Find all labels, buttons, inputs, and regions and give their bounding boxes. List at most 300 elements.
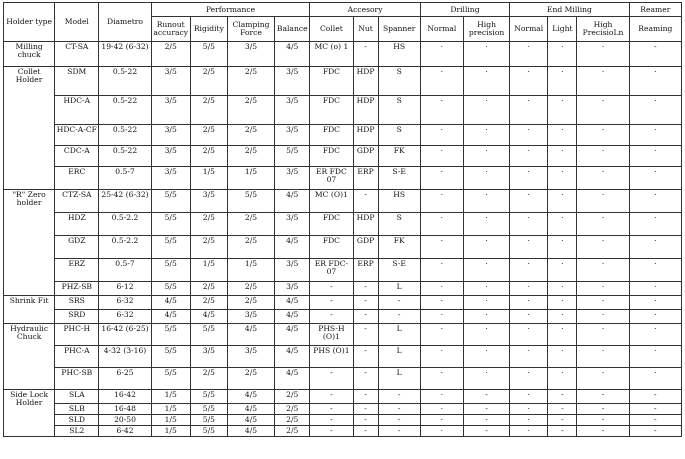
reaming-cell: - xyxy=(629,390,681,404)
holder-type-cell: Hydraulic Chuck xyxy=(4,324,55,390)
col-accesory: Accesory xyxy=(310,3,420,17)
reaming-cell: - xyxy=(629,426,681,437)
drill-normal-cell: · xyxy=(420,96,463,125)
rigidity-cell: 5/5 xyxy=(190,426,227,437)
spanner-cell: - xyxy=(378,415,420,426)
model-cell: HDC-A-CF xyxy=(55,125,99,146)
em-normal-cell: · xyxy=(510,190,548,213)
em-normal-cell: · xyxy=(510,259,548,282)
drill-high-cell: · xyxy=(463,346,509,368)
nut-cell: HDP xyxy=(353,96,378,125)
clamping-cell: 4/5 xyxy=(227,415,274,426)
reaming-cell: · xyxy=(629,67,681,96)
holder-comparison-table xyxy=(3,2,682,437)
nut-cell: GDP xyxy=(353,146,378,167)
nut-cell: - xyxy=(353,346,378,368)
runout-cell: 3/5 xyxy=(151,146,190,167)
em-high-cell: · xyxy=(577,125,629,146)
spanner-cell: S-E xyxy=(378,167,420,190)
drill-normal-cell: · xyxy=(420,368,463,390)
table-row xyxy=(4,404,682,415)
spanner-cell: HS xyxy=(378,42,420,67)
em-light-cell: - xyxy=(548,415,577,426)
nut-cell: HDP xyxy=(353,67,378,96)
col-em-light: Light xyxy=(548,17,577,42)
nut-cell: ERP xyxy=(353,167,378,190)
em-light-cell: - xyxy=(548,404,577,415)
drill-normal-cell: · xyxy=(420,146,463,167)
nut-cell: GDP xyxy=(353,236,378,259)
collet-cell: ER FDC-07 xyxy=(310,259,353,282)
reaming-cell: · xyxy=(629,146,681,167)
nut-cell: - xyxy=(353,310,378,324)
drill-normal-cell: · xyxy=(420,236,463,259)
model-cell: SDM xyxy=(55,67,99,96)
drill-high-cell: · xyxy=(463,42,509,67)
em-light-cell: - xyxy=(548,390,577,404)
clamping-cell: 4/5 xyxy=(227,426,274,437)
clamping-cell: 3/5 xyxy=(227,310,274,324)
runout-cell: 5/5 xyxy=(151,346,190,368)
em-normal-cell: · xyxy=(510,96,548,125)
table-row xyxy=(4,213,682,236)
col-collet: Collet xyxy=(310,17,353,42)
em-light-cell: · xyxy=(548,310,577,324)
em-normal-cell: · xyxy=(510,426,548,437)
balance-cell: 4/5 xyxy=(275,42,310,67)
reaming-cell: - xyxy=(629,42,681,67)
em-normal-cell: · xyxy=(510,368,548,390)
drill-high-cell: · xyxy=(463,310,509,324)
drill-normal-cell: · xyxy=(420,324,463,346)
rigidity-cell: 2/5 xyxy=(190,67,227,96)
nut-cell: - xyxy=(353,415,378,426)
diametro-cell: 0.5-22 xyxy=(99,146,151,167)
reaming-cell: · xyxy=(629,310,681,324)
em-normal-cell: · xyxy=(510,236,548,259)
rigidity-cell: 4/5 xyxy=(190,310,227,324)
reaming-cell: · xyxy=(629,236,681,259)
rigidity-cell: 5/5 xyxy=(190,415,227,426)
drill-normal-cell: · xyxy=(420,346,463,368)
clamping-cell: 2/5 xyxy=(227,282,274,296)
reaming-cell: · xyxy=(629,346,681,368)
diametro-cell: 0.5-2.2 xyxy=(99,236,151,259)
table-row xyxy=(4,236,682,259)
drill-normal-cell: · xyxy=(420,296,463,310)
rigidity-cell: 2/5 xyxy=(190,236,227,259)
col-drilling: Drilling xyxy=(420,3,509,17)
drill-high-cell: - xyxy=(463,390,509,404)
nut-cell: - xyxy=(353,190,378,213)
runout-cell: 5/5 xyxy=(151,368,190,390)
col-runout: Runout accuracy xyxy=(151,17,190,42)
rigidity-cell: 2/5 xyxy=(190,96,227,125)
balance-cell: 2/5 xyxy=(275,415,310,426)
col-nut: Nut xyxy=(353,17,378,42)
em-light-cell: · xyxy=(548,190,577,213)
diametro-cell: 0.5-2.2 xyxy=(99,213,151,236)
drill-high-cell: · xyxy=(463,96,509,125)
drill-normal-cell: · xyxy=(420,213,463,236)
em-high-cell: - xyxy=(577,415,629,426)
balance-cell: 4/5 xyxy=(275,296,310,310)
collet-cell: - xyxy=(310,368,353,390)
balance-cell: 3/5 xyxy=(275,259,310,282)
runout-cell: 5/5 xyxy=(151,236,190,259)
table-row xyxy=(4,125,682,146)
runout-cell: 1/5 xyxy=(151,404,190,415)
spanner-cell: S-E xyxy=(378,259,420,282)
em-light-cell: · xyxy=(548,146,577,167)
drill-high-cell: · xyxy=(463,125,509,146)
col-model: Model xyxy=(55,3,99,42)
model-cell: SLB xyxy=(55,404,99,415)
col-reaming: Reaming xyxy=(629,17,681,42)
model-cell: SRS xyxy=(55,296,99,310)
balance-cell: 4/5 xyxy=(275,346,310,368)
rigidity-cell: 2/5 xyxy=(190,282,227,296)
nut-cell: - xyxy=(353,324,378,346)
em-normal-cell: · xyxy=(510,390,548,404)
clamping-cell: 2/5 xyxy=(227,296,274,310)
diametro-cell: 0.5-7 xyxy=(99,259,151,282)
clamping-cell: 3/5 xyxy=(227,42,274,67)
drill-normal-cell: · xyxy=(420,259,463,282)
holder-type-cell: Milling chuck xyxy=(4,42,55,67)
col-em-high: High PrecisioLn xyxy=(577,17,629,42)
reaming-cell: · xyxy=(629,324,681,346)
spanner-cell: L xyxy=(378,282,420,296)
model-cell: PHC-SB xyxy=(55,368,99,390)
diametro-cell: 0.5-22 xyxy=(99,67,151,96)
diametro-cell: 6-32 xyxy=(99,296,151,310)
diametro-cell: 16-42 xyxy=(99,390,151,404)
balance-cell: 4/5 xyxy=(275,368,310,390)
model-cell: HDC-A xyxy=(55,96,99,125)
drill-normal-cell: · xyxy=(420,310,463,324)
diametro-cell: 16-48 xyxy=(99,404,151,415)
balance-cell: 3/5 xyxy=(275,213,310,236)
em-high-cell: · xyxy=(577,236,629,259)
drill-high-cell: - xyxy=(463,426,509,437)
drill-normal-cell: · xyxy=(420,167,463,190)
em-normal-cell: · xyxy=(510,404,548,415)
em-high-cell: · xyxy=(577,213,629,236)
model-cell: SL2 xyxy=(55,426,99,437)
balance-cell: 3/5 xyxy=(275,96,310,125)
nut-cell: ERP xyxy=(353,259,378,282)
em-high-cell: · xyxy=(577,190,629,213)
drill-high-cell: · xyxy=(463,67,509,96)
header-row-top xyxy=(4,3,682,17)
runout-cell: 4/5 xyxy=(151,296,190,310)
reaming-cell: · xyxy=(629,125,681,146)
nut-cell: - xyxy=(353,282,378,296)
clamping-cell: 3/5 xyxy=(227,346,274,368)
col-balance: Balance xyxy=(275,17,310,42)
em-normal-cell: · xyxy=(510,125,548,146)
collet-cell: - xyxy=(310,310,353,324)
collet-cell: FDC xyxy=(310,146,353,167)
em-light-cell: · xyxy=(548,324,577,346)
table-row xyxy=(4,146,682,167)
table-row xyxy=(4,346,682,368)
spanner-cell: FK xyxy=(378,146,420,167)
drill-high-cell: - xyxy=(463,404,509,415)
runout-cell: 5/5 xyxy=(151,213,190,236)
balance-cell: 4/5 xyxy=(275,310,310,324)
col-drill-high: High precision xyxy=(463,17,509,42)
spanner-cell: FK xyxy=(378,236,420,259)
rigidity-cell: 2/5 xyxy=(190,213,227,236)
balance-cell: 2/5 xyxy=(275,390,310,404)
clamping-cell: 2/5 xyxy=(227,146,274,167)
diametro-cell: 25-42 (6-32) xyxy=(99,190,151,213)
balance-cell: 3/5 xyxy=(275,125,310,146)
clamping-cell: 2/5 xyxy=(227,67,274,96)
table-row xyxy=(4,42,682,67)
runout-cell: 3/5 xyxy=(151,125,190,146)
diametro-cell: 19-42 (6-32) xyxy=(99,42,151,67)
table-row xyxy=(4,67,682,96)
collet-cell: - xyxy=(310,415,353,426)
model-cell: SLD xyxy=(55,415,99,426)
drill-normal-cell: · xyxy=(420,282,463,296)
runout-cell: 5/5 xyxy=(151,259,190,282)
holder-comparison-table-wrapper xyxy=(3,2,682,437)
model-cell: ERZ xyxy=(55,259,99,282)
model-cell: ERC xyxy=(55,167,99,190)
rigidity-cell: 5/5 xyxy=(190,42,227,67)
diametro-cell: 4-32 (3-16) xyxy=(99,346,151,368)
spanner-cell: S xyxy=(378,96,420,125)
runout-cell: 2/5 xyxy=(151,42,190,67)
table-row xyxy=(4,426,682,437)
diametro-cell: 6-32 xyxy=(99,310,151,324)
em-high-cell: · xyxy=(577,324,629,346)
spanner-cell: - xyxy=(378,426,420,437)
col-drill-normal: Normal xyxy=(420,17,463,42)
drill-normal-cell: · xyxy=(420,190,463,213)
rigidity-cell: 1/5 xyxy=(190,259,227,282)
collet-cell: FDC xyxy=(310,125,353,146)
col-performance: Performance xyxy=(151,3,310,17)
spanner-cell: - xyxy=(378,390,420,404)
rigidity-cell: 2/5 xyxy=(190,296,227,310)
em-light-cell: · xyxy=(548,125,577,146)
collet-cell: PHS-H (O)1 xyxy=(310,324,353,346)
reaming-cell: · xyxy=(629,282,681,296)
em-light-cell: · xyxy=(548,368,577,390)
em-normal-cell: · xyxy=(510,324,548,346)
clamping-cell: 4/5 xyxy=(227,390,274,404)
spanner-cell: HS xyxy=(378,190,420,213)
em-light-cell: · xyxy=(548,296,577,310)
clamping-cell: 1/5 xyxy=(227,259,274,282)
holder-type-cell: "R" Zero holder xyxy=(4,190,55,296)
em-high-cell: - xyxy=(577,390,629,404)
diametro-cell: 6-42 xyxy=(99,426,151,437)
em-high-cell: · xyxy=(577,310,629,324)
em-light-cell: · xyxy=(548,236,577,259)
collet-cell: FDC xyxy=(310,96,353,125)
em-normal-cell: · xyxy=(510,42,548,67)
spanner-cell: S xyxy=(378,213,420,236)
em-light-cell: · xyxy=(548,96,577,125)
reaming-cell: · xyxy=(629,296,681,310)
model-cell: SRD xyxy=(55,310,99,324)
em-light-cell: · xyxy=(548,282,577,296)
clamping-cell: 2/5 xyxy=(227,125,274,146)
runout-cell: 5/5 xyxy=(151,324,190,346)
clamping-cell: 4/5 xyxy=(227,324,274,346)
em-light-cell: · xyxy=(548,213,577,236)
col-rigidity: Rigidity xyxy=(190,17,227,42)
clamping-cell: 1/5 xyxy=(227,167,274,190)
table-row xyxy=(4,296,682,310)
model-cell: GDZ xyxy=(55,236,99,259)
model-cell: HDZ xyxy=(55,213,99,236)
balance-cell: 4/5 xyxy=(275,190,310,213)
clamping-cell: 2/5 xyxy=(227,236,274,259)
model-cell: CTZ-SA xyxy=(55,190,99,213)
nut-cell: - xyxy=(353,296,378,310)
collet-cell: - xyxy=(310,296,353,310)
holder-type-cell: Shrink Fit xyxy=(4,296,55,324)
runout-cell: 3/5 xyxy=(151,167,190,190)
col-end-milling: End Milling xyxy=(510,3,630,17)
em-high-cell: · xyxy=(577,167,629,190)
model-cell: CDC-A xyxy=(55,146,99,167)
spanner-cell: L xyxy=(378,346,420,368)
drill-high-cell: · xyxy=(463,368,509,390)
balance-cell: 3/5 xyxy=(275,67,310,96)
em-high-cell: - xyxy=(577,404,629,415)
table-row xyxy=(4,96,682,125)
runout-cell: 5/5 xyxy=(151,190,190,213)
collet-cell: MC (o) 1 xyxy=(310,42,353,67)
runout-cell: 3/5 xyxy=(151,67,190,96)
reaming-cell: - xyxy=(629,404,681,415)
collet-cell: - xyxy=(310,390,353,404)
col-em-normal: Normal xyxy=(510,17,548,42)
balance-cell: 4/5 xyxy=(275,236,310,259)
em-light-cell: - xyxy=(548,426,577,437)
model-cell: PHC-A xyxy=(55,346,99,368)
clamping-cell: 2/5 xyxy=(227,213,274,236)
drill-high-cell: - xyxy=(463,415,509,426)
collet-cell: FDC xyxy=(310,236,353,259)
collet-cell: - xyxy=(310,282,353,296)
em-normal-cell: · xyxy=(510,213,548,236)
drill-high-cell: · xyxy=(463,259,509,282)
nut-cell: HDP xyxy=(353,125,378,146)
spanner-cell: - xyxy=(378,310,420,324)
drill-normal-cell: · xyxy=(420,125,463,146)
reaming-cell: - xyxy=(629,415,681,426)
table-row xyxy=(4,259,682,282)
diametro-cell: 6-12 xyxy=(99,282,151,296)
em-high-cell: · xyxy=(577,42,629,67)
rigidity-cell: 3/5 xyxy=(190,346,227,368)
em-high-cell: · xyxy=(577,146,629,167)
model-cell: PHZ-SB xyxy=(55,282,99,296)
reaming-cell: · xyxy=(629,96,681,125)
collet-cell: PHS (O)1 xyxy=(310,346,353,368)
drill-high-cell: · xyxy=(463,236,509,259)
spanner-cell: L xyxy=(378,324,420,346)
em-normal-cell: · xyxy=(510,346,548,368)
table-row xyxy=(4,310,682,324)
balance-cell: 3/5 xyxy=(275,282,310,296)
rigidity-cell: 3/5 xyxy=(190,190,227,213)
balance-cell: 3/5 xyxy=(275,167,310,190)
em-high-cell: · xyxy=(577,368,629,390)
nut-cell: - xyxy=(353,42,378,67)
balance-cell: 4/5 xyxy=(275,324,310,346)
reaming-cell: · xyxy=(629,190,681,213)
collet-cell: - xyxy=(310,404,353,415)
diametro-cell: 0.5-7 xyxy=(99,167,151,190)
drill-normal-cell: · xyxy=(420,42,463,67)
em-light-cell: · xyxy=(548,67,577,96)
spanner-cell: L xyxy=(378,368,420,390)
drill-high-cell: · xyxy=(463,282,509,296)
spanner-cell: S xyxy=(378,125,420,146)
em-light-cell: · xyxy=(548,346,577,368)
holder-type-cell: Side Lock Holder xyxy=(4,390,55,437)
clamping-cell: 2/5 xyxy=(227,96,274,125)
em-high-cell: · xyxy=(577,296,629,310)
table-row xyxy=(4,324,682,346)
drill-high-cell: · xyxy=(463,324,509,346)
clamping-cell: 5/5 xyxy=(227,190,274,213)
collet-cell: FDC xyxy=(310,67,353,96)
col-reamer: Reamer xyxy=(629,3,681,17)
rigidity-cell: 5/5 xyxy=(190,324,227,346)
drill-high-cell: · xyxy=(463,296,509,310)
drill-normal-cell: · xyxy=(420,404,463,415)
em-normal-cell: · xyxy=(510,296,548,310)
em-normal-cell: · xyxy=(510,282,548,296)
em-normal-cell: · xyxy=(510,67,548,96)
diametro-cell: 6-25 xyxy=(99,368,151,390)
rigidity-cell: 2/5 xyxy=(190,146,227,167)
col-clamping: Clamping Force xyxy=(227,17,274,42)
drill-high-cell: · xyxy=(463,190,509,213)
em-high-cell: · xyxy=(577,346,629,368)
drill-high-cell: · xyxy=(463,213,509,236)
collet-cell: - xyxy=(310,426,353,437)
collet-cell: MC (O)1 xyxy=(310,190,353,213)
table-row xyxy=(4,368,682,390)
reaming-cell: · xyxy=(629,259,681,282)
spanner-cell: - xyxy=(378,296,420,310)
rigidity-cell: 1/5 xyxy=(190,167,227,190)
collet-cell: ER FDC 07 xyxy=(310,167,353,190)
em-high-cell: · xyxy=(577,282,629,296)
runout-cell: 1/5 xyxy=(151,390,190,404)
em-light-cell: · xyxy=(548,42,577,67)
spanner-cell: S xyxy=(378,67,420,96)
diametro-cell: 0.5-22 xyxy=(99,96,151,125)
rigidity-cell: 2/5 xyxy=(190,368,227,390)
diametro-cell: 20-50 xyxy=(99,415,151,426)
diametro-cell: 16-42 (6-25) xyxy=(99,324,151,346)
runout-cell: 3/5 xyxy=(151,96,190,125)
drill-normal-cell: · xyxy=(420,415,463,426)
